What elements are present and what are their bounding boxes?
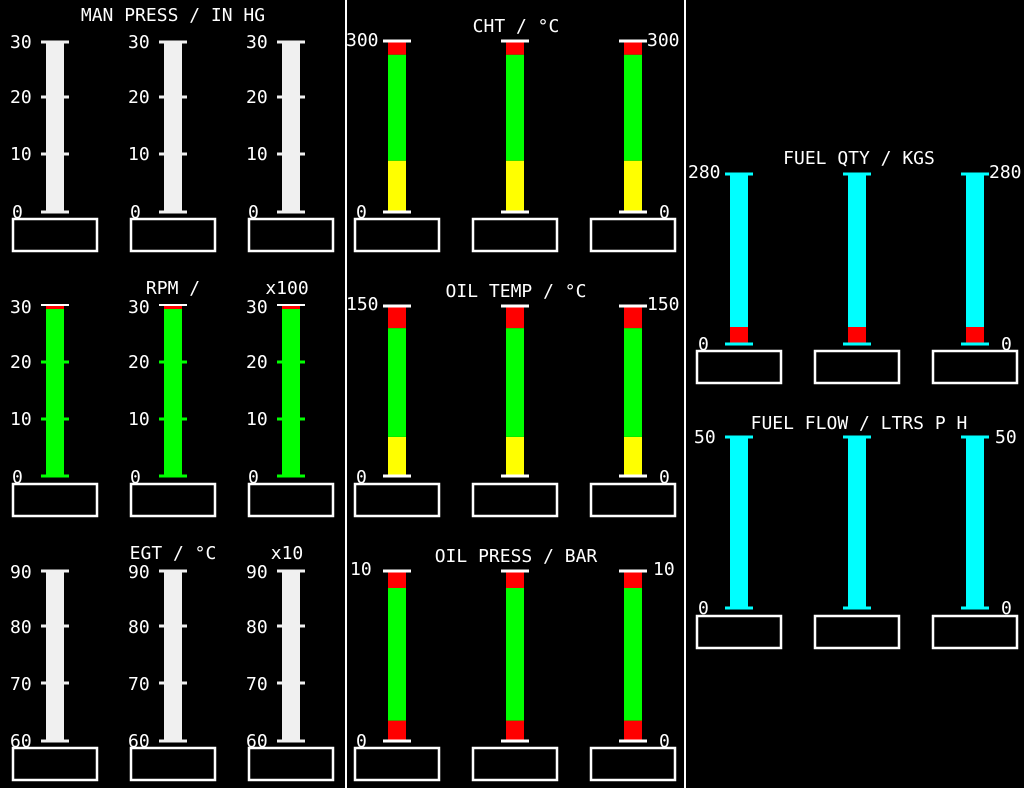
rpm-gauge-2-readout-box — [131, 484, 215, 516]
man-press-gauge-2-bar — [164, 42, 182, 212]
fuel-qty-max-right: 280 — [989, 162, 1022, 183]
fuel-flow-min-left: 0 — [698, 598, 709, 619]
scale-label: 70 — [10, 674, 32, 695]
rpm-title: RPM / — [145, 278, 201, 299]
oil-temp-gauge-2-readout-box — [473, 484, 557, 516]
rpm-gauge-1-bar — [46, 307, 64, 477]
rpm-multiplier: x100 — [265, 278, 309, 299]
man-press-title: MAN PRESS / IN HG — [80, 5, 266, 26]
egt-gauge-2-readout-box — [131, 748, 215, 780]
oil-temp-gauge-1-band-yellow — [388, 437, 406, 476]
cht-gauge-1-band-yellow — [388, 161, 406, 212]
fuel-qty-min-right: 0 — [1001, 334, 1012, 355]
oil-press-min-left: 0 — [356, 731, 367, 752]
oil-temp-gauge-3-band-yellow — [624, 437, 642, 476]
scale-label: 20 — [10, 87, 32, 108]
fuel-qty-gauge-2-readout-box — [815, 351, 899, 383]
fuel-qty-gauge-1-low-band — [730, 327, 748, 344]
fuel-flow-max-left: 50 — [694, 427, 716, 448]
scale-label: 10 — [10, 409, 32, 430]
cht-gauge-2-band-yellow — [506, 161, 524, 212]
fuel-qty-min-left: 0 — [698, 334, 709, 355]
scale-label: 30 — [128, 297, 150, 318]
oil-press-gauge-1-band-green — [388, 588, 406, 721]
scale-label: 60 — [10, 731, 32, 752]
fuel-flow-gauge-1-readout-box — [697, 616, 781, 648]
egt-gauge-3-bar — [282, 571, 300, 741]
oil-temp-gauge-1-band-green — [388, 328, 406, 437]
scale-label: 20 — [10, 352, 32, 373]
scale-label: 80 — [128, 617, 150, 638]
scale-label: 30 — [10, 32, 32, 53]
fuel-qty-gauge-2-bar — [848, 174, 866, 344]
oil-press-gauge-2-band-red — [506, 571, 524, 588]
cht-gauge-3-readout-box — [591, 219, 675, 251]
cht-gauge-2-band-green — [506, 55, 524, 161]
oil-press-gauge-2-band-red — [506, 721, 524, 741]
oil-temp-gauge-3-band-red — [624, 306, 642, 328]
scale-label: 0 — [248, 467, 259, 488]
oil-press-gauge-3-band-green — [624, 588, 642, 721]
oil-press-max-left: 10 — [350, 559, 372, 580]
cht-gauge-3-band-red — [624, 41, 642, 55]
oil-temp-gauge-2-band-red — [506, 306, 524, 328]
egt-gauge-3-readout-box — [249, 748, 333, 780]
oil-press-gauge-3-readout-box — [591, 748, 675, 780]
scale-label: 10 — [128, 409, 150, 430]
oil-press-gauge-2-readout-box — [473, 748, 557, 780]
rpm-gauge-3-readout-box — [249, 484, 333, 516]
fuel-flow-gauge-1-bar — [730, 437, 748, 608]
man-press-gauge-3-readout-box — [249, 219, 333, 251]
scale-label: 30 — [246, 32, 268, 53]
oil-temp-gauge-3-readout-box — [591, 484, 675, 516]
scale-label: 70 — [246, 674, 268, 695]
scale-label: 20 — [128, 352, 150, 373]
fuel-flow-gauge-3-bar — [966, 437, 984, 608]
oil-temp-max-left: 150 — [346, 294, 379, 315]
cht-gauge-1-band-red — [388, 41, 406, 55]
scale-label: 30 — [128, 32, 150, 53]
fuel-flow-max-right: 50 — [995, 427, 1017, 448]
oil-press-gauge-2-band-green — [506, 588, 524, 721]
cht-max-right: 300 — [647, 30, 680, 51]
fuel-qty-gauge-1-bar — [730, 174, 748, 344]
rpm-gauge-3-bar — [282, 307, 300, 477]
scale-label: 80 — [10, 617, 32, 638]
oil-temp-min-left: 0 — [356, 467, 367, 488]
egt-scale-1 — [10, 562, 32, 752]
man-press-gauge-3-bar — [282, 42, 300, 212]
oil-press-gauge-1-readout-box — [355, 748, 439, 780]
cht-max-left: 300 — [346, 30, 379, 51]
oil-press-gauge-1-band-red — [388, 571, 406, 588]
scale-label: 80 — [246, 617, 268, 638]
egt-scale-2 — [128, 562, 150, 752]
oil-temp-gauge-2-band-green — [506, 328, 524, 437]
man-press-gauge-1-bar — [46, 42, 64, 212]
cht-title: CHT / °C — [472, 16, 560, 37]
fuel-qty-title: FUEL QTY / KGS — [783, 148, 935, 169]
oil-temp-gauge-1-readout-box — [355, 484, 439, 516]
egt-gauge-1-readout-box — [13, 748, 97, 780]
scale-label: 10 — [246, 144, 268, 165]
fuel-qty-gauge-3-readout-box — [933, 351, 1017, 383]
scale-label: 20 — [246, 352, 268, 373]
scale-label: 90 — [128, 562, 150, 583]
fuel-qty-gauge-2-low-band — [848, 327, 866, 344]
egt-title: EGT / °C — [129, 543, 217, 564]
rpm-scale-1 — [10, 297, 32, 488]
man-press-scale-2 — [128, 32, 150, 223]
rpm-gauge-2-bar — [164, 307, 182, 477]
cht-gauge-2-readout-box — [473, 219, 557, 251]
oil-press-title: OIL PRESS / BAR — [434, 546, 598, 567]
cht-min-left: 0 — [356, 202, 367, 223]
fuel-qty-gauge-3-bar — [966, 174, 984, 344]
scale-label: 0 — [130, 202, 141, 223]
fuel-qty-gauge-1-readout-box — [697, 351, 781, 383]
scale-label: 70 — [128, 674, 150, 695]
scale-label: 20 — [246, 87, 268, 108]
cht-gauge-1-readout-box — [355, 219, 439, 251]
scale-label: 90 — [246, 562, 268, 583]
egt-gauge-2-bar — [164, 571, 182, 741]
fuel-flow-gauge-3-readout-box — [933, 616, 1017, 648]
cht-gauge-1-band-green — [388, 55, 406, 161]
scale-label: 30 — [10, 297, 32, 318]
oil-press-min-right: 0 — [659, 731, 670, 752]
oil-temp-title: OIL TEMP / °C — [445, 281, 587, 302]
egt-gauge-1-bar — [46, 571, 64, 741]
oil-temp-gauge-3-band-green — [624, 328, 642, 437]
scale-label: 10 — [128, 144, 150, 165]
scale-label: 10 — [10, 144, 32, 165]
man-press-gauge-2-readout-box — [131, 219, 215, 251]
oil-press-gauge-3-band-red — [624, 571, 642, 588]
scale-label: 30 — [246, 297, 268, 318]
man-press-scale-3 — [246, 32, 268, 223]
oil-press-gauge-3-band-red — [624, 721, 642, 741]
scale-label: 20 — [128, 87, 150, 108]
oil-press-gauge-1-band-red — [388, 721, 406, 741]
rpm-scale-2 — [128, 297, 150, 488]
scale-label: 60 — [128, 731, 150, 752]
oil-temp-min-right: 0 — [659, 467, 670, 488]
rpm-gauge-1-readout-box — [13, 484, 97, 516]
cht-gauge-3-band-green — [624, 55, 642, 161]
fuel-flow-min-right: 0 — [1001, 598, 1012, 619]
fuel-qty-max-left: 280 — [688, 162, 721, 183]
oil-temp-max-right: 150 — [647, 294, 680, 315]
man-press-scale-1 — [10, 32, 32, 223]
scale-label: 0 — [248, 202, 259, 223]
scale-label: 0 — [12, 202, 23, 223]
scale-label: 10 — [246, 409, 268, 430]
egt-scale-3 — [246, 562, 268, 752]
scale-label: 90 — [10, 562, 32, 583]
scale-label: 0 — [130, 467, 141, 488]
fuel-flow-title: FUEL FLOW / LTRS P H — [750, 413, 968, 434]
oil-temp-gauge-1-band-red — [388, 306, 406, 328]
oil-press-max-right: 10 — [653, 559, 675, 580]
man-press-gauge-1-readout-box — [13, 219, 97, 251]
fuel-qty-gauge-3-low-band — [966, 327, 984, 344]
cht-min-right: 0 — [659, 202, 670, 223]
fuel-flow-gauge-2-readout-box — [815, 616, 899, 648]
cht-gauge-3-band-yellow — [624, 161, 642, 212]
cht-gauge-2-band-red — [506, 41, 524, 55]
rpm-scale-3 — [246, 297, 268, 488]
scale-label: 0 — [12, 467, 23, 488]
oil-temp-gauge-2-band-yellow — [506, 437, 524, 476]
fuel-flow-gauge-2-bar — [848, 437, 866, 608]
egt-multiplier: x10 — [270, 543, 304, 564]
scale-label: 60 — [246, 731, 268, 752]
